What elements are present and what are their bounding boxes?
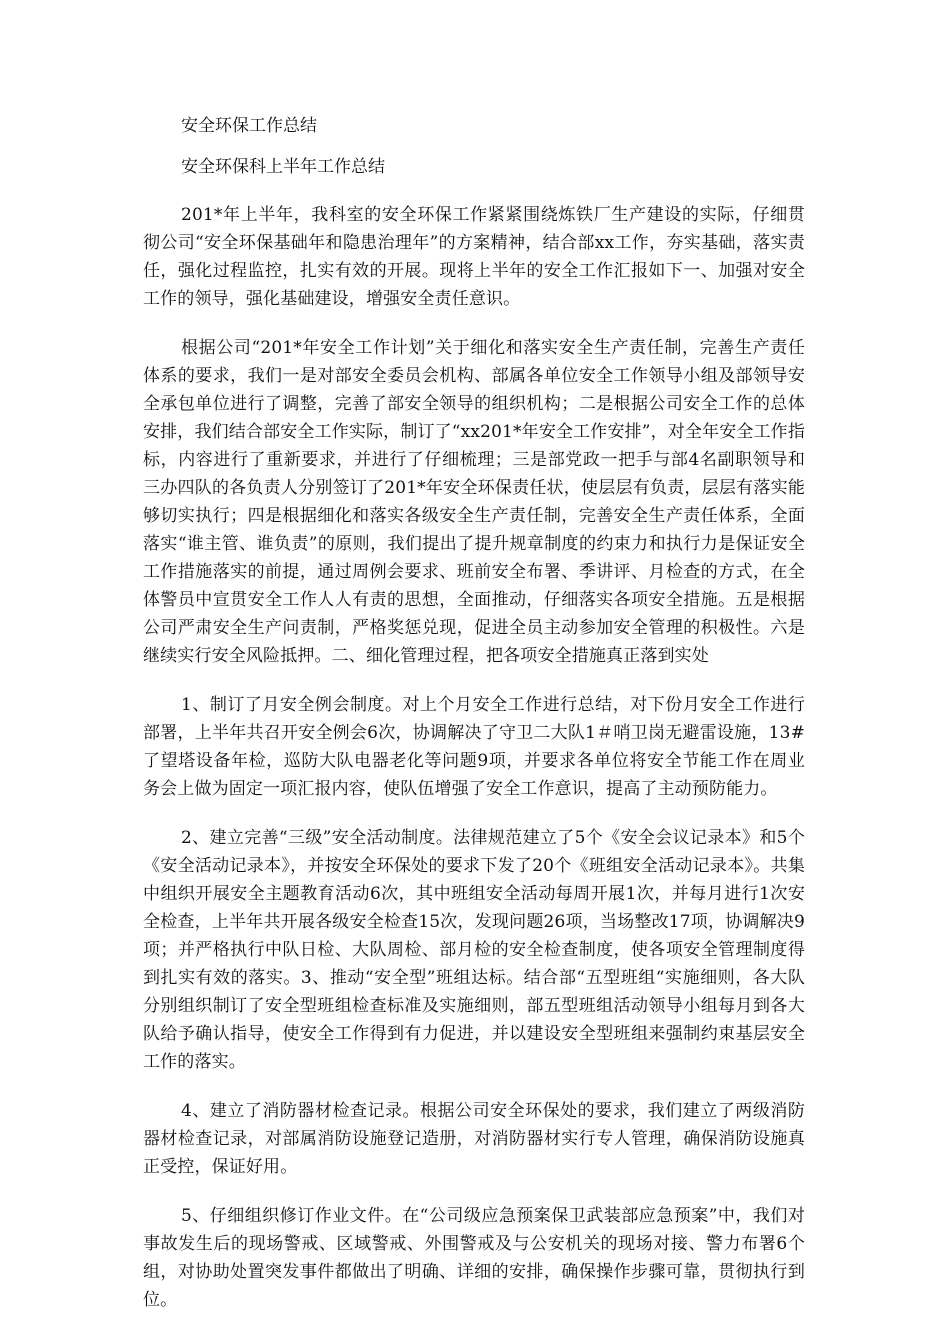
paragraph-item-2: 2、建立完善“三级”安全活动制度。法律规范建立了5个《安全会议记录本》和5个《安全活动记录本》，并按安全环保处的要求下发了20个《班组安全活动记录本》。共集中组织开展安全主题教育活动6次，其中班组安全活动每周开展1次，并每月进行1次安全检查，上半年共开展各级安全检查15次，发现问题26项，当场整改17项，协调解决9项；并严格执行中队日检、大队周检、部月检的安全检查制度，使各项安全管理制度得到扎实有效的落实。3、推动“安全型”班组达标。结合部“五型班组“实施细则，各大队分别组织制订了安全型班组检查标准及实施细则，部五型班组活动领导小组每月到各大队给予确认指导，使安全工作得到有力促进，并以建设安全型班组来强制约束基层安全工作的落实。 [143, 828, 805, 1072]
document-title: 安全环保工作总结 [181, 116, 317, 136]
paragraph-item-5: 5、仔细组织修订作业文件。在“公司级应急预案保卫武装部应急预案”中，我们对事故发生后的现场警戒、区域警戒、外围警戒及与公安机关的现场对接、警力布署6个组，对协助处置突发事件都做出了明确、详细的安排，确保操作步骤可靠，贯彻执行到位。 [143, 1206, 805, 1310]
paragraph-item-4: 4、建立了消防器材检查记录。根据公司安全环保处的要求，我们建立了两级消防器材检查记录，对部属消防设施登记造册，对消防器材实行专人管理，确保消防设施真正受控，保证好用。 [143, 1101, 805, 1177]
paragraph-item-1: 1、制订了月安全例会制度。对上个月安全工作进行总结，对下份月安全工作进行部署，上半年共召开安全例会6次，协调解决了守卫二大队1＃哨卫岗无避雷设施，13#了望塔设备年检，巡防大队电器老化等问题9项，并要求各单位将安全节能工作在周业务会上做为固定一项汇报内容，使队伍增强了安全工作意识，提高了主动预防能力。 [143, 695, 805, 799]
paragraph-responsibility: 根据公司“201*年安全工作计划”关于细化和落实安全生产责任制，完善生产责任体系的要求，我们一是对部安全委员会机构、部属各单位安全工作领导小组及部领导安全承包单位进行了调整，完善了部安全领导的组织机构；二是根据公司安全工作的总体安排，我们结合部安全工作实际，制订了“xx201*年安全工作安排”，对全年安全工作指标，内容进行了重新要求，并进行了仔细梳理；三是部党政一把手与部4名副职领导和三办四队的各负责人分别签订了201*年安全环保责任状，使层层有负责，层层有落实能够切实执行；四是根据细化和落实各级安全生产责任制，完善安全生产责任体系，全面落实“谁主管、谁负责”的原则，我们提出了提升规章制度的约束力和执行力是保证安全工作措施落实的前提，通过周例会要求、班前安全布署、季讲评、月检查的方式，在全体警员中宣贯安全工作人人有责的思想，全面推动，仔细落实各项安全措施。五是根据公司严肃安全生产问责制，严格奖惩兑现，促进全员主动参加安全管理的积极性。六是继续实行安全风险抵押。二、细化管理过程，把各项安全措施真正落到实处 [143, 338, 805, 666]
document-subtitle: 安全环保科上半年工作总结 [181, 157, 385, 177]
document-page [143, 112, 805, 1335]
paragraph-intro: 201*年上半年，我科室的安全环保工作紧紧围绕炼铁厂生产建设的实际，仔细贯彻公司“安全环保基础年和隐患治理年”的方案精神，结合部xx工作，夯实基础，落实责任，强化过程监控，扎实有效的开展。现将上半年的安全工作汇报如下一、加强对安全工作的领导，强化基础建设，增强安全责任意识。 [143, 205, 805, 309]
